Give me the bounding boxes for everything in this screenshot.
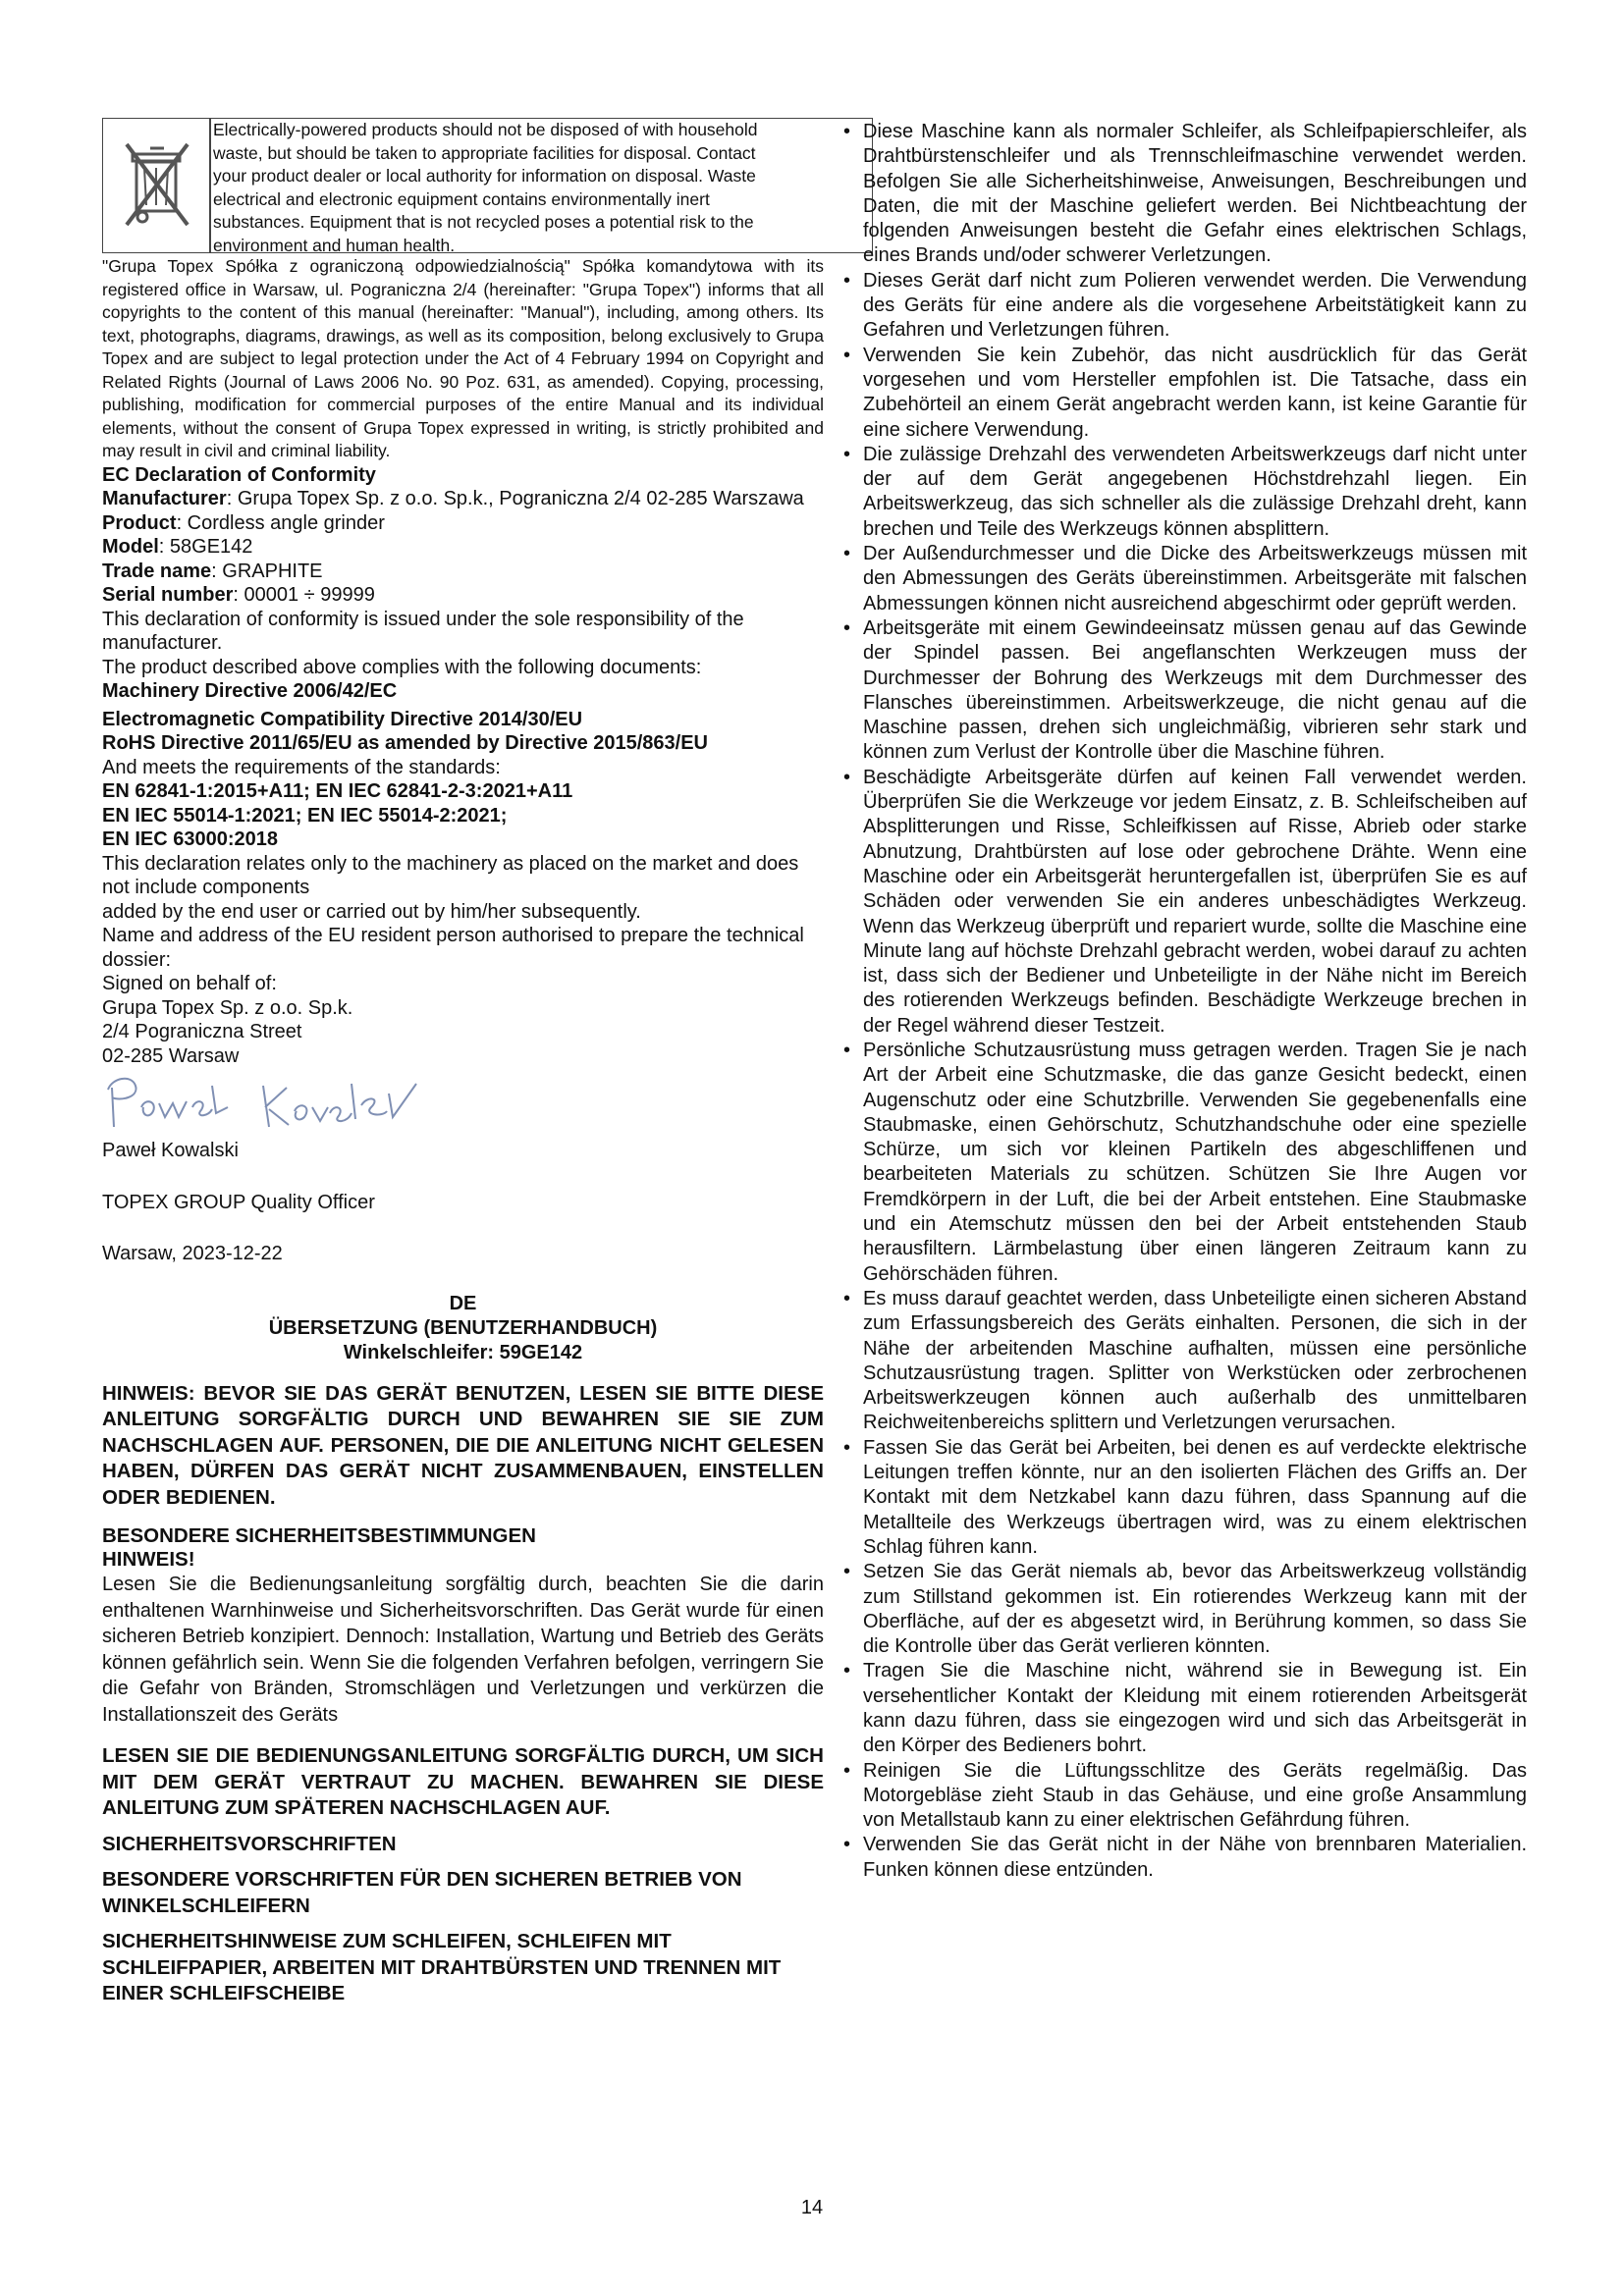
product-line <box>102 511 824 536</box>
list-item <box>839 1659 1527 1758</box>
weee-line: waste, but should be taken to appropriate facilities for disposal. Contact <box>213 142 756 163</box>
bullet-icon: • <box>843 269 851 292</box>
weee-line: Electrically-powered products should not be disposed of with household <box>213 120 758 139</box>
list-item <box>839 1287 1527 1436</box>
manufacturer-line <box>102 487 824 511</box>
spacer <box>102 1214 824 1242</box>
trade-name-line <box>102 560 824 584</box>
complies-text: The product described above complies with the following documents: <box>102 656 702 678</box>
ec-declaration <box>102 463 824 1266</box>
list-item <box>839 766 1527 1039</box>
besondere-vorschriften-heading: BESONDERE VORSCHRIFTEN FÜR DEN SICHEREN BETRIEB VON WINKELSCHLEIFERN <box>102 1868 742 1917</box>
list-item <box>839 443 1527 542</box>
bullet-icon: • <box>843 1561 851 1583</box>
german-section-header <box>102 1292 824 1365</box>
list-item-text: Verwenden Sie kein Zubehör, das nicht ausdrücklich für das Gerät vorgesehen und vom Hersteller empfohlen ist. Die Tatsache, dass ein Zubehörteil an einem Gerät angebracht werden kann, ist keine Garantie für eine sichere Verwendung. <box>863 344 1527 441</box>
weee-line: electrical and electronic equipment contains environmentally inert <box>213 188 710 209</box>
list-item-text: Diese Maschine kann als normaler Schleifer, als Schleifpapierschleifer, als Drahtbürstenschleifer und als Trennschleifmaschine verwendet werden. Befolgen Sie alle Sicherheitshinweise, Anweisungen, Beschreibungen und Daten, die mit der Maschine geliefert werden. Bei Nichtbeachtung der folgenden Anweisungen besteht die Gefahr eines elektrischen Schlags, eines Brands und/oder schwerer Verletzungen. <box>863 121 1527 267</box>
list-item-text: Die zulässige Drehzahl des verwendeten Arbeitswerkzeugs darf nicht unter der auf dem Gerät angegebenen Höchstdrehzahl liegen. Ein Arbeitswerkzeug, das sich schneller als die zulässige Drehzahl dreht, kann brechen und Teile des Werkzeugs können absplittern. <box>863 443 1527 540</box>
signer-name: Paweł Kowalski <box>102 1140 239 1161</box>
bullet-icon: • <box>843 1287 851 1309</box>
bullet-icon: • <box>843 121 851 142</box>
hinweis-heading: HINWEIS! <box>102 1548 195 1571</box>
trade-name-value: : GRAPHITE <box>211 560 323 582</box>
crossed-out-wheelie-bin-icon <box>125 140 189 233</box>
street-address: 2/4 Pograniczna Street <box>102 1021 302 1042</box>
list-item <box>839 1436 1527 1560</box>
list-item-text: Setzen Sie das Gerät niemals ab, bevor das Arbeitswerkzeug vollständig zum Stillstand gekommen ist. Ein rotierendes Werkzeug kann mit der Oberfläche, auf der es abgesetzt wird, in Berührung kommen, so dass Sie die Kontrolle über das Gerät verlieren könnten. <box>863 1561 1527 1658</box>
spacer <box>102 1163 824 1191</box>
eu-resident-text: Name and address of the EU resident person authorised to prepare the technical dossier: <box>102 925 804 971</box>
handwritten-signature <box>102 1068 824 1139</box>
serial-label: Serial number <box>102 584 234 606</box>
weee-notice <box>102 118 824 253</box>
responsibility-text: This declaration of conformity is issued under the sole responsibility of the manufacturer. <box>102 608 744 654</box>
manufacturer-label: Manufacturer <box>102 488 227 509</box>
product-label: Product <box>102 511 177 534</box>
language-code: DE <box>449 1292 477 1314</box>
list-item-text: Der Außendurchmesser und die Dicke des Arbeitswerkzeugs müssen mit den Abmessungen des Geräts übereinstimmen. Arbeitsgeräte mit falschen Abmessungen können nicht ausreichend abgeschirmt oder geprüft werden. <box>863 543 1527 614</box>
declaration-date: Warsaw, 2023-12-22 <box>102 1243 283 1264</box>
list-item <box>839 1833 1527 1883</box>
weee-line: substances. Equipment that is not recycled poses a potential risk to the <box>213 212 754 232</box>
list-item <box>839 1759 1527 1834</box>
serial-line <box>102 583 824 608</box>
relates-text-2: added by the end user or carried out by him/her subsequently. <box>102 900 641 923</box>
sicherheitsvorschriften-heading: SICHERHEITSVORSCHRIFTEN <box>102 1832 397 1855</box>
weee-line: your product dealer or local authority for information on disposal. Waste <box>213 166 756 186</box>
model-line <box>102 535 824 560</box>
model-value: : 58GE142 <box>158 536 253 558</box>
bullet-icon: • <box>843 1759 851 1782</box>
besondere-heading: BESONDERE SICHERHEITSBESTIMMUNGEN <box>102 1524 536 1547</box>
product-value: : Cordless angle grinder <box>176 511 385 534</box>
list-item <box>839 269 1527 344</box>
intro-paragraph: Lesen Sie die Bedienungsanleitung sorgfältig durch, beachten Sie die darin enthaltenen Warnhinweise und Sicherheitsvorschriften. Das Gerät wurde für einen sicheren Betrieb konzipiert. Dennoch: Installation, Wartung und Betrieb des Geräts können gefährlich sein. Wenn Sie die folgenden Verfahren befolgen, verringern Sie die Gefahr von Bränden, Stromschlägen und Verletzungen und verkürzen die Installationszeit des Geräts <box>102 1574 824 1726</box>
bullet-icon: • <box>843 344 851 366</box>
city-address: 02-285 Warsaw <box>102 1044 240 1067</box>
list-item <box>839 616 1527 766</box>
list-item <box>839 344 1527 443</box>
standards-intro: And meets the requirements of the standards: <box>102 756 501 778</box>
list-item <box>839 542 1527 616</box>
directive-machinery: Machinery Directive 2006/42/EC <box>102 680 398 702</box>
weee-icon-frame <box>102 118 210 253</box>
left-column <box>102 118 824 2007</box>
standard-line: EN 62841-1:2015+A11; EN IEC 62841-2-3:2021+A11 <box>102 780 573 802</box>
list-item-text: Dieses Gerät darf nicht zum Polieren verwendet werden. Die Verwendung des Geräts für eine andere als die vorgesehene Arbeitstätigkeit kann zu Gefahren und Verletzungen führen. <box>863 269 1527 342</box>
page-number: 14 <box>800 2197 824 2218</box>
list-item-text: Es muss darauf geachtet werden, dass Unbeteiligte einen sicheren Abstand zum Erfassungsbereich des Geräts einhalten. Personen, die sich in der Nähe der arbeitenden Maschine aufhalten, müssen eine persönliche Schutzausrüstung tragen. Splitter von Werkstücken oder zerbrochenen Arbeitswerkzeugen können auch außerhalb des unmittelbaren Reichweitenbereichs splittern und Verletzungen verursachen. <box>863 1287 1527 1434</box>
serial-value: : 00001 ÷ 99999 <box>233 584 375 606</box>
relates-text: This declaration relates only to the machinery as placed on the market and does not include components <box>102 852 799 898</box>
bullet-icon: • <box>843 1039 851 1061</box>
right-column <box>839 120 1527 1883</box>
bullet-icon: • <box>843 1834 851 1856</box>
weee-line: environment and human health. <box>213 235 456 253</box>
model-subtitle: Winkelschleifer: 59GE142 <box>343 1341 583 1363</box>
directive-rohs: RoHS Directive 2011/65/EU as amended by Directive 2015/863/EU <box>102 732 709 754</box>
list-item-text: Reinigen Sie die Lüftungsschlitze des Geräts regelmäßig. Das Motorgebläse zieht Staub in das Gehäuse, und eine große Ansammlung von Metallstaub kann zu einer elektrischen Gefährdung führen. <box>863 1759 1527 1832</box>
list-item-text: Beschädigte Arbeitsgeräte dürfen auf keinen Fall verwendet werden. Überprüfen Sie die Werkzeuge vor jedem Einsatz, z. B. Schleifscheiben auf Absplitterungen und Risse, Schleifkissen auf Risse, Abrieb oder starke Abnutzung, Drahtbürsten auf lose oder gebrochene Drähte. Wenn eine Maschine oder ein Arbeitsgerät heruntergefallen ist, überprüfen Sie es auf Schäden oder verwenden Sie ein anderes unbeschädigtes Werkzeug. Wenn das Werkzeug überprüft und repariert wurde, sollte die Maschine eine Minute lang auf höchste Drehzahl gebracht werden, wobei darauf zu achten ist, dass sich der Bediener und Unbeteiligte in der Nähe nicht im Bereich des rotierenden Werkzeugs befinden. Beschädigte Werkzeuge brechen in der Regel während dieser Testzeit. <box>863 766 1527 1037</box>
list-item-text: Arbeitsgeräte mit einem Gewindeeinsatz müssen genau auf das Gewinde der Spindel passen. Bei angeflanschten Werkzeugen muss der Durchmesser der Bohrung des Werkzeugs mit dem Durchmesser des Flansches übereinstimmen. Arbeitswerkzeuge, die nicht genau auf die Maschine passen, drehen sich ungleichmäßig, vibrieren sehr stark und können zum Verlust der Kontrolle über die Maschine führen. <box>863 616 1527 764</box>
directive-emc: Electromagnetic Compatibility Directive 2014/30/EU <box>102 708 583 730</box>
bullet-icon: • <box>843 543 851 565</box>
list-item <box>839 1039 1527 1287</box>
manufacturer-value: : Grupa Topex Sp. z o.o. Sp.k., Pograniczna 2/4 02-285 Warszawa <box>226 488 804 509</box>
bullet-icon: • <box>843 766 851 788</box>
list-item <box>839 120 1527 269</box>
list-item-text: Verwenden Sie das Gerät nicht in der Nähe von brennbaren Materialien. Funken können diese entzünden. <box>863 1834 1527 1881</box>
signed-on-behalf: Signed on behalf of: <box>102 973 277 994</box>
list-item <box>839 1560 1527 1659</box>
standard-line: EN IEC 55014-1:2021; EN IEC 55014-2:2021; <box>102 804 508 827</box>
standard-line: EN IEC 63000:2018 <box>102 828 279 850</box>
hinweis-warning-caps: HINWEIS: BEVOR SIE DAS GERÄT BENUTZEN, LESEN SIE BITTE DIESE ANLEITUNG SORGFÄLTIG DURCH UND BEWAHREN SIE SIE ZUM NACHSCHLAGEN AUF. PERSONEN, DIE DIE ANLEITUNG NICHT GELESEN HABEN, DÜRFEN DAS GERÄT NICHT ZUSAMMENBAUEN, EINSTELLEN ODER BEDIENEN. <box>102 1381 824 1509</box>
ec-title: EC Declaration of Conformity <box>102 463 376 486</box>
bullet-icon: • <box>843 1660 851 1682</box>
bullet-icon: • <box>843 1436 851 1459</box>
copyright-notice: "Grupa Topex Spółka z ograniczoną odpowiedzialnością" Spółka komandytowa with its registered office in Warsaw, ul. Pograniczna 2/4 (hereinafter: "Grupa Topex") informs that all copyrights to the content of this manual (hereinafter: "Manual"), including, among others. Its text, photographs, diagrams, drawings, as well as its composition, belong exclusively to Grupa Topex and are subject to legal protection under the Act of 4 February 1994 on Copyright and Related Rights (Journal of Laws 2006 No. 90 Poz. 631, as amended). Copying, processing, publishing, modification for commercial purposes of the entire Manual and its individual elements, without the consent of Grupa Topex expressed in writing, is strictly prohibited and may result in civil and criminal liability. <box>102 256 824 460</box>
list-item-text: Persönliche Schutzausrüstung muss getragen werden. Tragen Sie je nach Art der Arbeit eine Schutzmaske, die das ganze Gesicht bedeckt, einen Augenschutz oder eine Schutzbrille. Verwenden Sie gegebenenfalls eine Staubmaske, einen Gehörschutz, Schutzhandschuhe oder eine spezielle Schürze, um sich vor kleinen Partikeln des abgeschliffenen und bearbeiteten Materials zu schützen. Schützen Sie Ihre Augen vor Fremdkörpern in der Luft, die bei der Arbeit entstehen. Eine Staubmaske und ein Atemschutz müssen den bei der Arbeit entstehenden Staub herausfiltern. Lärmbelastung über einen längeren Zeitraum kann zu Gehörschäden führen. <box>863 1039 1527 1285</box>
translation-title: ÜBERSETZUNG (BENUTZERHANDBUCH) <box>268 1316 658 1339</box>
lesen-warning-caps: LESEN SIE DIE BEDIENUNGSANLEITUNG SORGFÄLTIG DURCH, UM SICH MIT DEM GERÄT VERTRAUT ZU MACHEN. BEWAHREN SIE DIESE ANLEITUNG ZUM SPÄTEREN NACHSCHLAGEN AUF. <box>102 1744 824 1819</box>
company-name: Grupa Topex Sp. z o.o. Sp.k. <box>102 996 353 1019</box>
list-item-text: Tragen Sie die Maschine nicht, während sie in Bewegung ist. Ein versehentlicher Kontakt der Kleidung mit einem rotierenden Arbeitsgerät kann dazu führen, dass sie eingezogen wird und sich das Arbeitsgerät in den Körper des Bedieners bohrt. <box>863 1660 1527 1757</box>
signature-drawing <box>102 1068 436 1139</box>
weee-text <box>210 118 873 253</box>
bullet-icon: • <box>843 443 851 465</box>
sicherheitshinweise-heading: SICHERHEITSHINWEISE ZUM SCHLEIFEN, SCHLEIFEN MIT SCHLEIFPAPIER, ARBEITEN MIT DRAHTBÜRSTEN UND TRENNEN MIT EINER SCHLEIFSCHEIBE <box>102 1930 782 2004</box>
list-item-text: Fassen Sie das Gerät bei Arbeiten, bei denen es auf verdeckte elektrische Leitungen treffen könnte, nur an den isolierten Flächen des Griffs an. Der Kontakt mit dem Netzkabel kann dazu führen, dass Spannung auf die Metallteile des Werkzeugs übertragen wird, was zu einem elektrischen Schlag führen kann. <box>863 1436 1527 1558</box>
trade-name-label: Trade name <box>102 560 212 582</box>
safety-bullet-list <box>839 120 1527 1883</box>
model-label: Model <box>102 536 159 558</box>
signer-role: TOPEX GROUP Quality Officer <box>102 1191 375 1213</box>
bullet-icon: • <box>843 616 851 639</box>
